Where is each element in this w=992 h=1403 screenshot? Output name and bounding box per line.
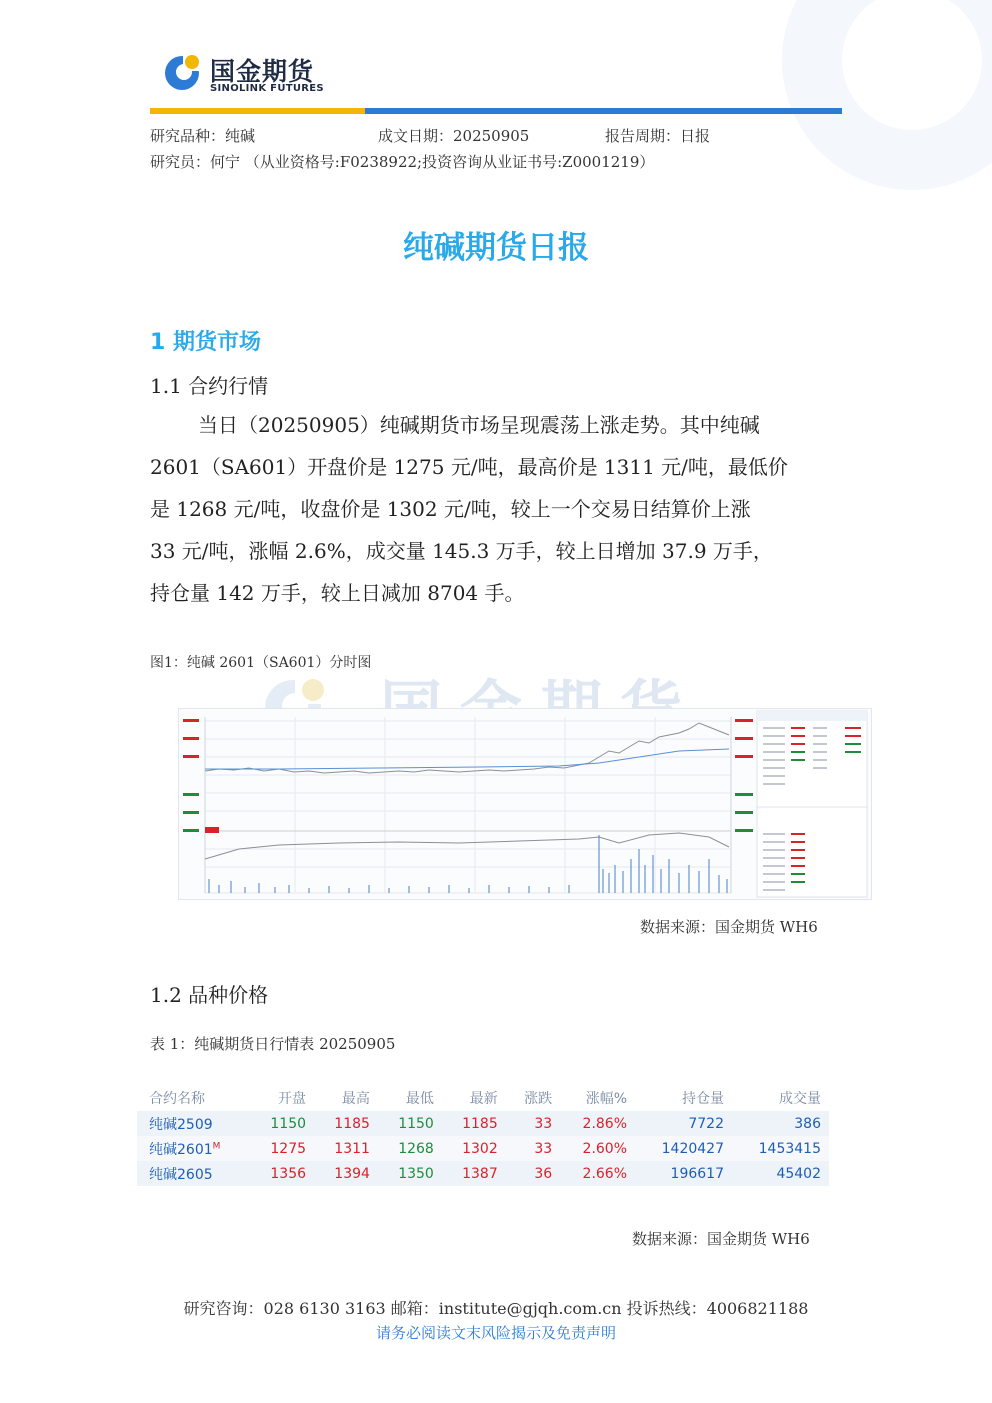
section-heading-futures-market: 1 期货市场 [150, 330, 261, 355]
contract-name: 纯碱2509 [149, 1116, 213, 1133]
volume-cell: 1453415 [732, 1136, 829, 1161]
low-cell: 1150 [378, 1111, 442, 1136]
market-summary-paragraph [150, 404, 842, 614]
table-caption: 表 1：纯碱期货日行情表 20250905 [150, 1035, 396, 1053]
change-cell: 33 [506, 1111, 560, 1136]
column-header: 成交量 [732, 1085, 829, 1111]
change-pct-cell: 2.86% [560, 1111, 635, 1136]
intraday-chart-image [178, 708, 872, 900]
paragraph-line: 33 元/吨，涨幅 2.6%，成交量 145.3 万手，较上日增加 37.9 万手， [150, 539, 773, 563]
logo-english-text: SINOLINK FUTURES [210, 83, 324, 94]
header-rule-yellow [150, 108, 365, 114]
main-contract-mark: M [212, 1140, 221, 1151]
meta-analyst: 研究员：何宁 （从业资格号:F0238922;投资咨询从业证书号:Z0001219） [150, 153, 655, 171]
open-interest-cell: 7722 [635, 1111, 732, 1136]
contract-name-cell [137, 1161, 250, 1186]
high-cell: 1185 [314, 1111, 378, 1136]
table-row [137, 1136, 829, 1161]
footer-disclaimer-link[interactable]: 请务必阅读文末风险揭示及免责声明 [375, 1324, 616, 1342]
logo-mark-icon [162, 52, 202, 92]
open-interest-cell: 196617 [635, 1161, 732, 1186]
header-rule-blue [365, 108, 842, 114]
low-cell: 1350 [378, 1161, 442, 1186]
column-header: 持仓量 [635, 1085, 732, 1111]
column-header: 涨跌 [506, 1085, 560, 1111]
high-cell: 1394 [314, 1161, 378, 1186]
column-header: 开盘 [250, 1085, 314, 1111]
contract-name: 纯碱2605 [149, 1166, 213, 1183]
last-cell: 1185 [442, 1111, 506, 1136]
table-header-row [137, 1085, 829, 1111]
column-header: 最新 [442, 1085, 506, 1111]
table-source: 数据来源：国金期货 WH6 [632, 1230, 810, 1248]
subsection-variety-prices: 1.2 品种价格 [150, 983, 269, 1007]
low-cell: 1268 [378, 1136, 442, 1161]
figure-source: 数据来源：国金期货 WH6 [640, 918, 818, 936]
last-cell: 1302 [442, 1136, 506, 1161]
company-logo [162, 52, 352, 96]
contract-name-cell [137, 1136, 250, 1161]
paragraph-line: 当日（20250905）纯碱期货市场呈现震荡上涨走势。其中纯碱 [198, 413, 760, 437]
change-pct-cell: 2.66% [560, 1161, 635, 1186]
contract-name-cell [137, 1111, 250, 1136]
change-pct-cell: 2.60% [560, 1136, 635, 1161]
open-cell: 1150 [250, 1111, 314, 1136]
high-cell: 1311 [314, 1136, 378, 1161]
change-cell: 33 [506, 1136, 560, 1161]
footer-contact: 研究咨询：028 6130 3163 邮箱：institute@gjqh.com.cn 投诉热线：4006821188 [183, 1299, 809, 1318]
daily-quotes-table [137, 1085, 829, 1186]
meta-period: 报告周期：日报 [605, 127, 711, 145]
paragraph-line: 2601（SA601）开盘价是 1275 元/吨，最高价是 1311 元/吨，最低价 [150, 455, 788, 479]
table-row [137, 1111, 829, 1136]
table-row [137, 1161, 829, 1186]
column-header: 合约名称 [137, 1085, 250, 1111]
change-cell: 36 [506, 1161, 560, 1186]
column-header: 涨幅% [560, 1085, 635, 1111]
volume-cell: 386 [732, 1111, 829, 1136]
meta-variety: 研究品种：纯碱 [150, 127, 256, 145]
meta-date: 成文日期：20250905 [378, 127, 530, 145]
last-cell: 1387 [442, 1161, 506, 1186]
volume-cell: 45402 [732, 1161, 829, 1186]
report-title: 纯碱期货日报 [403, 230, 589, 266]
paragraph-line: 持仓量 142 万手，较上日减加 8704 手。 [150, 581, 525, 605]
logo-chinese-text: 国金期货 [210, 57, 315, 86]
open-cell: 1356 [250, 1161, 314, 1186]
open-interest-cell: 1420427 [635, 1136, 732, 1161]
figure-caption: 图1：纯碱 2601（SA601）分时图 [150, 655, 372, 671]
column-header: 最低 [378, 1085, 442, 1111]
subsection-contract-quotes: 1.1 合约行情 [150, 374, 269, 398]
background-decoration [662, 0, 992, 260]
open-cell: 1275 [250, 1136, 314, 1161]
contract-name: 纯碱2601 [149, 1141, 213, 1158]
column-header: 最高 [314, 1085, 378, 1111]
paragraph-line: 是 1268 元/吨，收盘价是 1302 元/吨，较上一个交易日结算价上涨 [150, 497, 751, 521]
